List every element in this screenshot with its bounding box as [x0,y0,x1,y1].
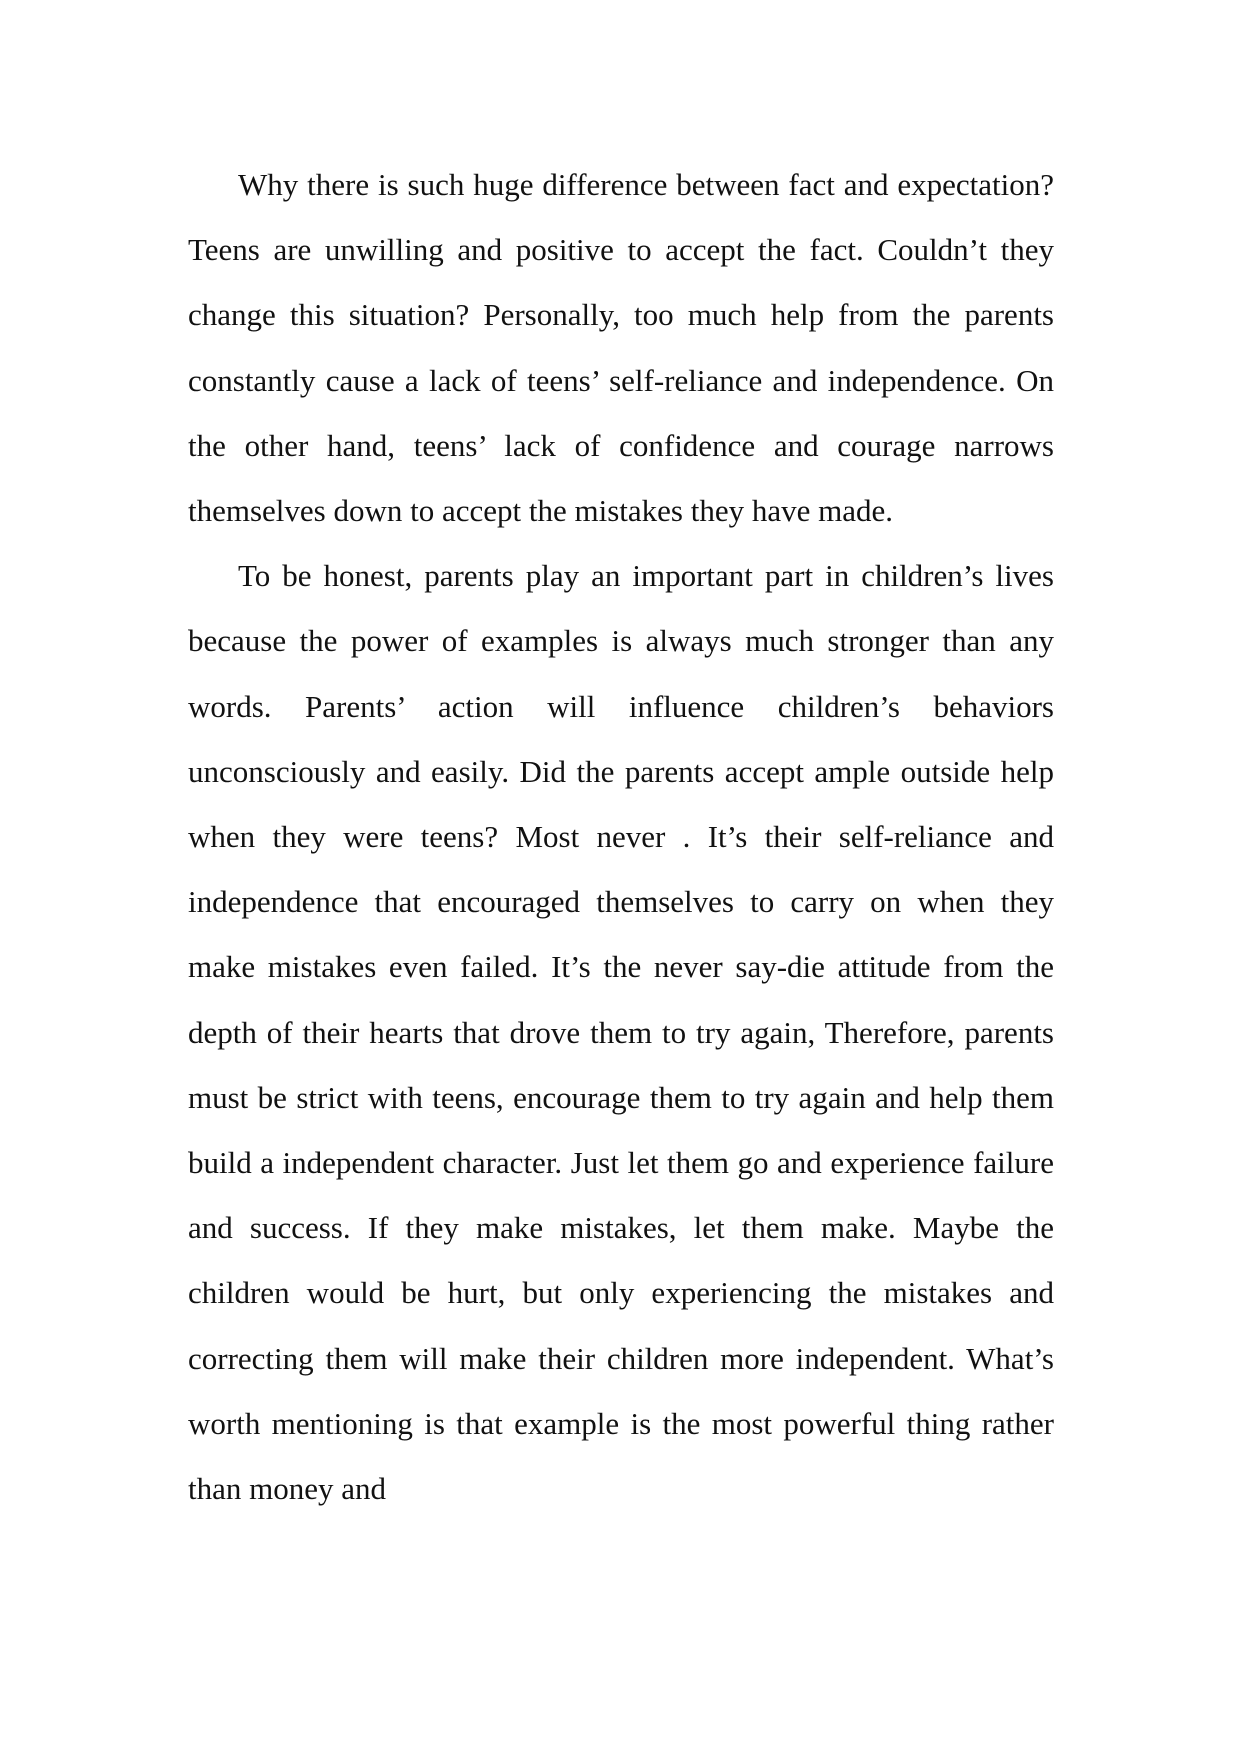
paragraph-fact-vs-expectation: Why there is such huge difference between fact and expectation? Teens are unwilling and positive to accept the fact. Couldn’t they change this situation? Personally, too much help from the parents constantly cause a lack of teens’ self-reliance and independence. On the other hand, teens’ lack of confidence and courage narrows themselves down to accept the mistakes they have made. [188,167,1054,529]
page-body [188,152,1054,1521]
paragraph-parents-role: To be honest, parents play an important part in children’s lives because the power of examples is always much stronger than any words. Parents’ action will influence children’s behaviors unconsciously and easily. Did the parents accept ample outside help when they were teens? Most never . It’s their self-reliance and independence that encouraged themselves to carry on when they make mistakes even failed. It’s the never say-die attitude from the depth of their hearts that drove them to try again, Therefore, parents must be strict with teens, encourage them to try again and help them build a independent character. Just let them go and experience failure and success. If they make mistakes, let them make. Maybe the children would be hurt, but only experiencing the mistakes and correcting them will make their children more independent. What’s worth mentioning is that example is the most powerful thing rather than money and [188,558,1054,1507]
